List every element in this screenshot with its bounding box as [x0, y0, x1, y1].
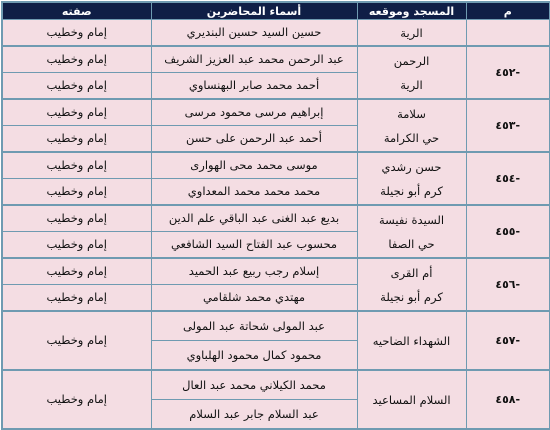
lecturer-role: إمام وخطيب [2, 46, 151, 73]
mosque-cell [357, 258, 466, 311]
table-row [2, 20, 550, 47]
lecturer-role: إمام وخطيب [2, 20, 151, 47]
mosque-name: الشهداء الضاحيه [372, 333, 451, 348]
row-number: -٤٥٤ [466, 152, 550, 205]
row-number: -٤٥٧ [466, 311, 550, 370]
lecturer-role: إمام وخطيب [2, 152, 151, 179]
row-number: -٤٥٣ [466, 99, 550, 152]
header-mosque: المسجد وموقعه [357, 2, 466, 20]
mosque-cell [357, 99, 466, 152]
mosque-location: الرية [400, 77, 423, 92]
header-role: صفته [2, 2, 151, 20]
header-names: أسماء المحاضرين [151, 2, 357, 20]
lecturer-role: إمام وخطيب [2, 99, 151, 126]
lecturer-role: إمام وخطيب [2, 311, 151, 370]
table-row [2, 258, 550, 285]
lecturer-role: إمام وخطيب [2, 258, 151, 285]
mosque-name: سلامة [397, 106, 426, 121]
mosque-cell [357, 205, 466, 258]
lecturer-name: حسين السيد حسين البنديري [151, 20, 357, 47]
mosque-name: الرية [400, 25, 423, 40]
mosque-cell [357, 311, 466, 370]
mosque-cell [357, 152, 466, 205]
table-row [2, 370, 550, 400]
lecturer-role: إمام وخطيب [2, 205, 151, 232]
row-number [466, 20, 550, 47]
lecturer-name: أحمد عبد الرحمن على حسن [151, 126, 357, 153]
table-row [2, 99, 550, 126]
lecturer-name: أحمد محمد صابر البهنساوي [151, 73, 357, 100]
mosque-name: السيدة نفيسة [378, 212, 445, 227]
lecturer-name: محمد محمد محمد المعداوي [151, 179, 357, 206]
lecturer-role: إمام وخطيب [2, 285, 151, 312]
lecturer-role: إمام وخطيب [2, 126, 151, 153]
lecturer-name: عبد الرحمن محمد عبد العزيز الشريف [151, 46, 357, 73]
table-row [2, 311, 550, 341]
mosque-name: الرحمن [393, 53, 430, 68]
header-row [2, 2, 550, 20]
mosque-location: كرم أبو نجيلة [380, 289, 443, 304]
lecturer-role: إمام وخطيب [2, 232, 151, 259]
row-number: -٤٥٨ [466, 370, 550, 429]
mosque-location: حي الكرامة [383, 130, 440, 145]
mosque-name: السلام المساعيد [372, 392, 451, 407]
lecturer-name: عبد المولى شحاتة عبد المولى [151, 311, 357, 341]
lecturer-name: إبراهيم مرسى محمود مرسى [151, 99, 357, 126]
mosque-cell [357, 46, 466, 99]
header-num: م [466, 2, 550, 20]
lecturers-table [1, 1, 550, 430]
mosque-cell [357, 20, 466, 47]
row-number: -٤٥٦ [466, 258, 550, 311]
table-row [2, 205, 550, 232]
lecturer-name: محمد الكيلاني محمد عبد العال [151, 370, 357, 400]
row-number: -٤٥٢ [466, 46, 550, 99]
lecturer-name: محمود كمال محمود الهلباوي [151, 341, 357, 371]
lecturer-role: إمام وخطيب [2, 73, 151, 100]
row-number: -٤٥٥ [466, 205, 550, 258]
mosque-location: كرم أبو نجيلة [380, 183, 443, 198]
lecturer-name: محسوب عبد الفتاح السيد الشافعي [151, 232, 357, 259]
table-row [2, 152, 550, 179]
mosque-name: حسن رشدي [381, 159, 442, 174]
lecturer-name: إسلام رجب ربيع عبد الحميد [151, 258, 357, 285]
lecturer-name: عبد السلام جابر عبد السلام [151, 400, 357, 430]
mosque-location: حي الصفا [388, 236, 435, 251]
lecturer-role: إمام وخطيب [2, 370, 151, 429]
lecturer-name: بديع عبد الغنى عبد الباقي علم الدين [151, 205, 357, 232]
mosque-name: أم القرى [390, 265, 433, 280]
lecturer-role: إمام وخطيب [2, 179, 151, 206]
table-row [2, 46, 550, 73]
lecturer-name: موسى محمد محى الهوارى [151, 152, 357, 179]
lecturer-name: مهتدي محمد شلقامي [151, 285, 357, 312]
